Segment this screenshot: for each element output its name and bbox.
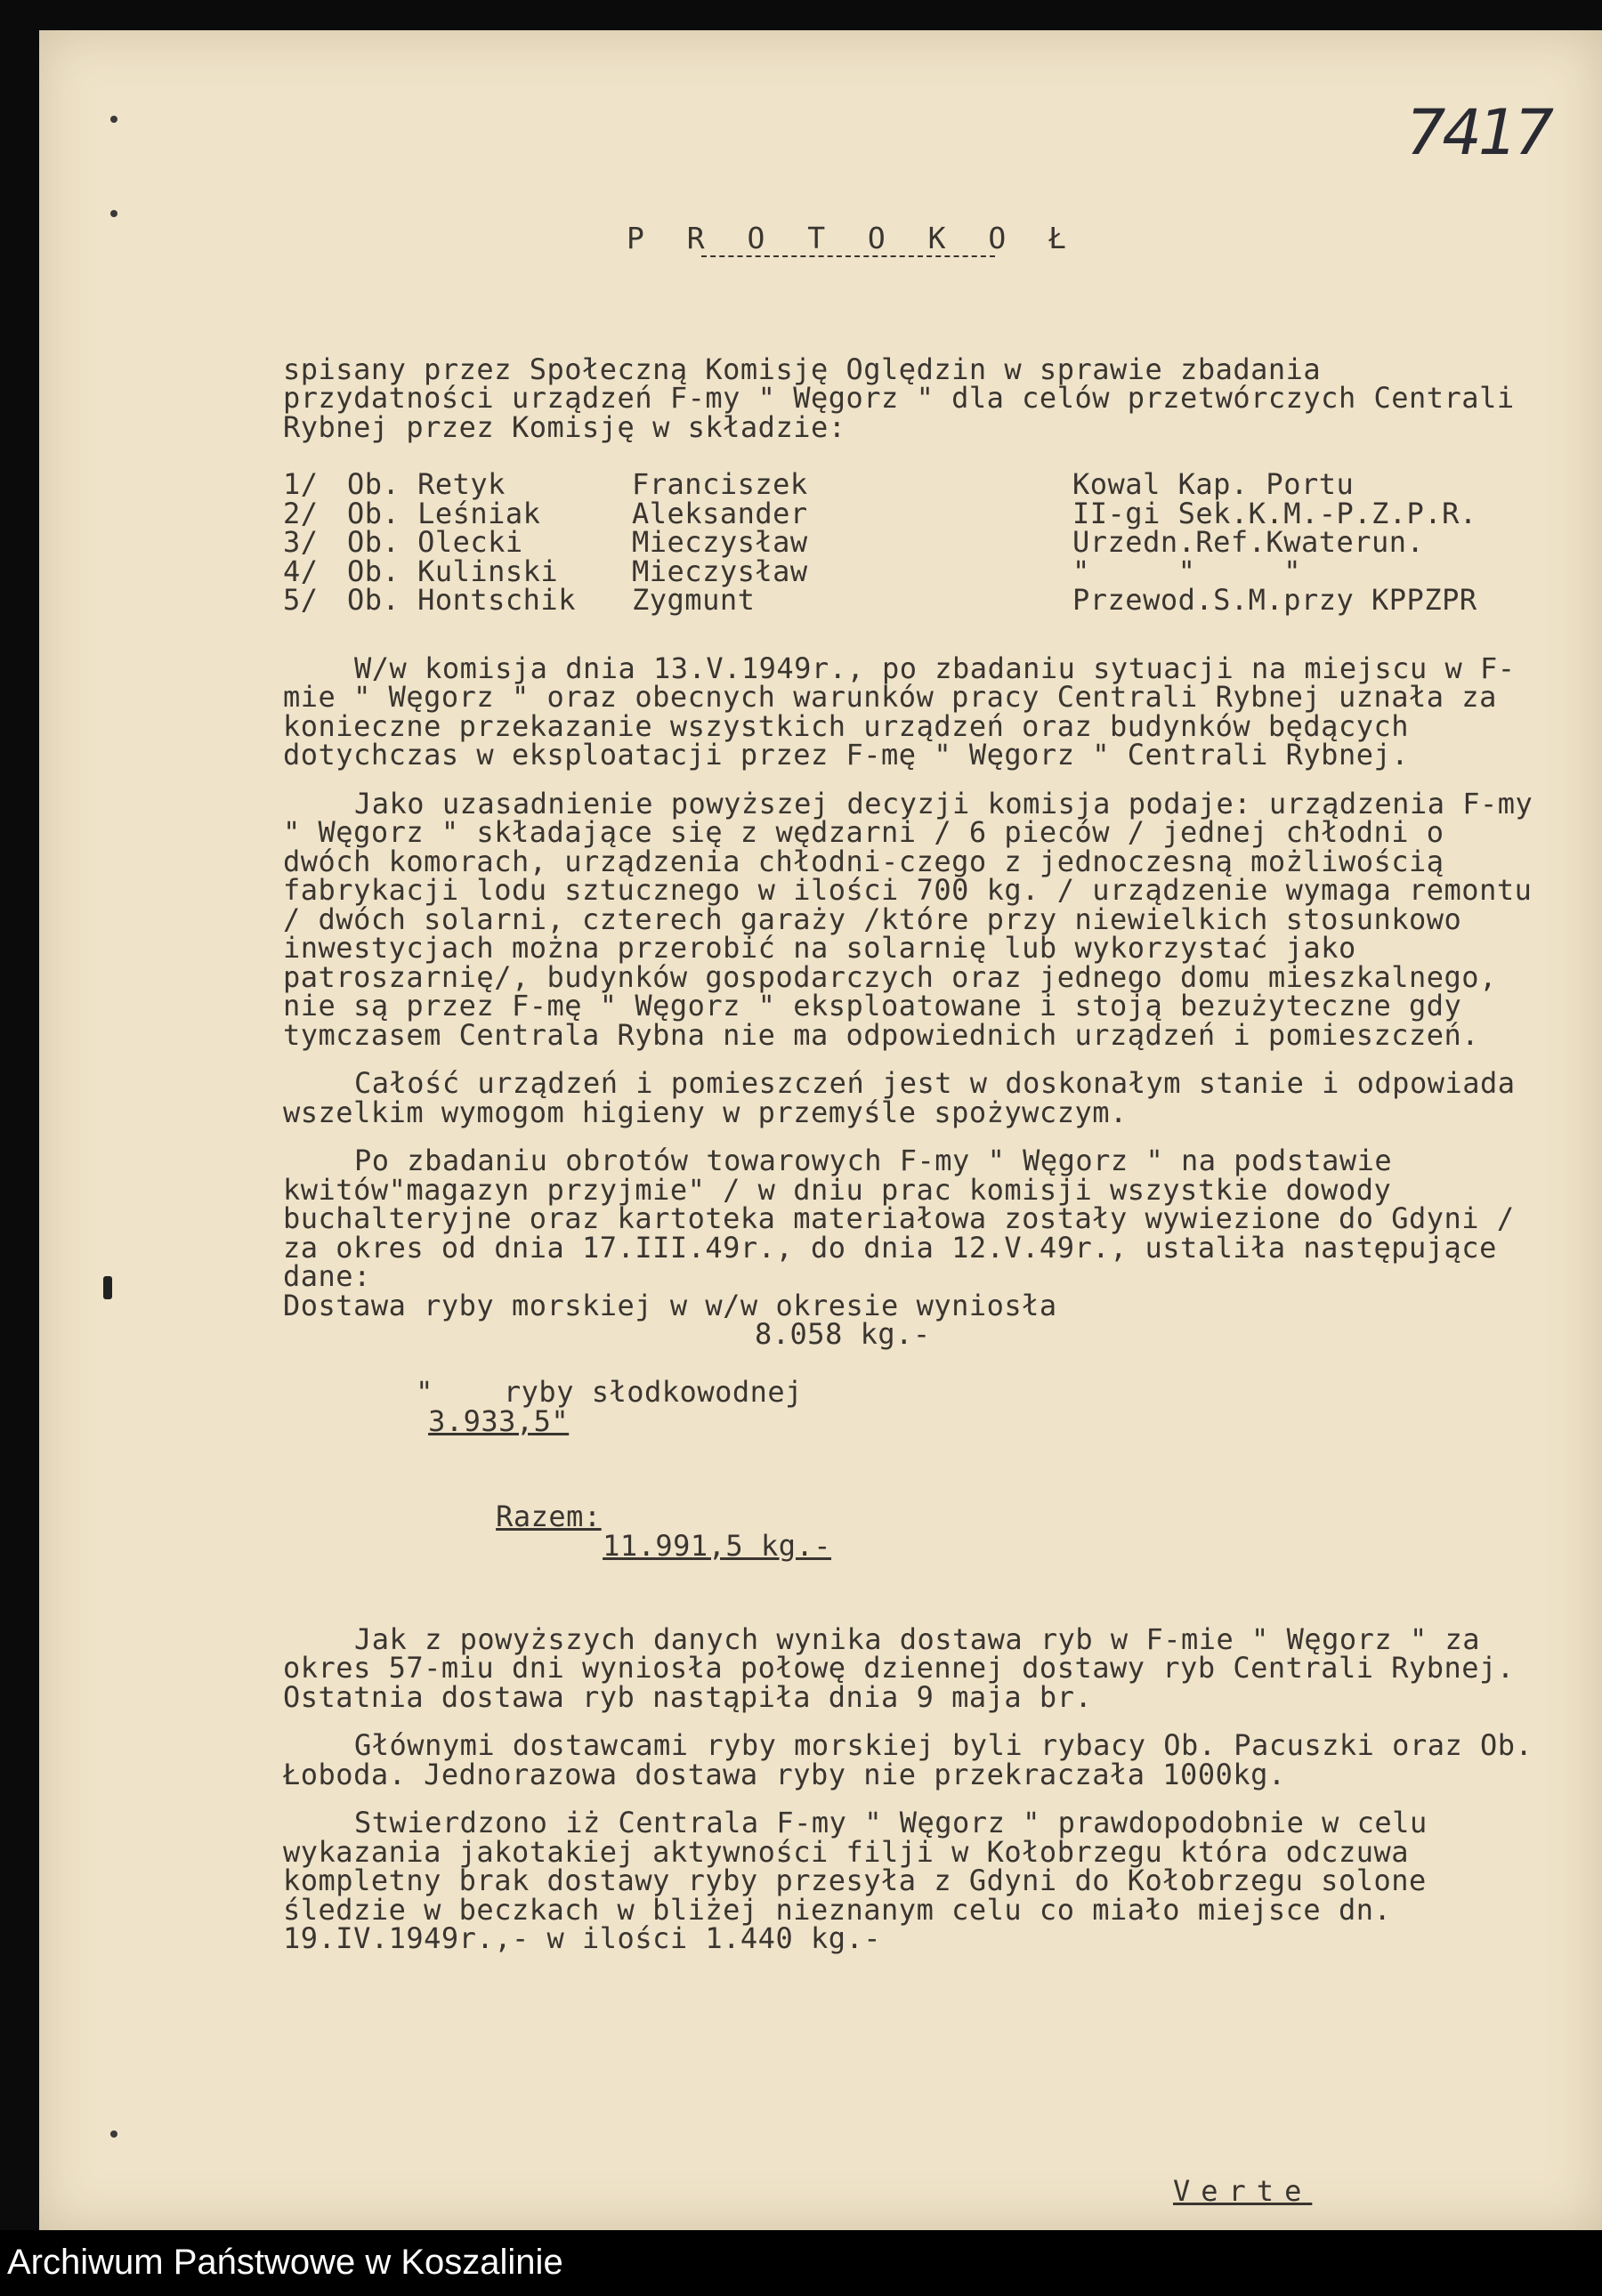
member-first-name: Aleksander: [632, 496, 808, 530]
member-name: Ob. Retyk: [347, 467, 506, 501]
paragraph-condition: Całość urządzeń i pomieszczeń jest w doskonałym stanie i odpowiada wszelkim wymogom higieny w przemyśle spożywczym.: [283, 1066, 1533, 1129]
member-name: Ob. Kulinski: [347, 554, 559, 588]
intro-paragraph: spisany przez Społeczną Komisję Oględzin w sprawie zbadania przydatności urządzeń F-my " Węgorz " dla celów przetwórczych Centrali Rybnej przez Komisję w składzie:: [283, 352, 1533, 444]
member-number: 3/: [283, 525, 319, 559]
fresh-fish-label: " ryby słodkowodnej: [416, 1375, 803, 1409]
document-title: P R O T O K O Ł: [626, 221, 1079, 255]
verte-note: Verte: [1173, 2174, 1313, 2208]
title-underline: [701, 255, 995, 257]
member-first-name: Mieczysław: [632, 554, 808, 588]
archive-name: Archiwum Państwowe w Koszalinie: [7, 2243, 563, 2282]
archive-footer: [0, 2230, 1602, 2296]
member-first-name: Franciszek: [632, 467, 808, 501]
punch-mark: [103, 1276, 112, 1299]
table-row: [283, 528, 1477, 557]
punch-mark: [110, 116, 117, 123]
member-name: Ob. Hontschik: [347, 583, 576, 617]
delivery-line: Dostawa ryby morskiej w w/w okresie wyniosła: [283, 1288, 1057, 1322]
paragraph-turnover: Po zbadaniu obrotów towarowych F-my " Węgorz " na podstawie kwitów"magazyn przyjmie" / w dniu prac komisji wszystkie dowody buchalteryjne oraz kartoteka materiałowa zostały wywiezione do Gdyni / za okres od dnia 17.III.49r., do dnia 12.V.49r., ustaliła następujące dane:: [283, 1144, 1533, 1293]
paragraph-decision: W/w komisja dnia 13.V.1949r., po zbadaniu sytuacji na miejscu w F-mie " Węgorz " oraz obecnych warunków pracy Centrali Rybnej uznała za konieczne przekazanie wszystkich urządzeń oraz budynków będących dotychczas w eksploatacji przez F-mę " Węgorz " Centrali Rybnej.: [283, 651, 1516, 772]
paragraph-justification: Jako uzasadnienie powyższej decyzji komisja podaje: urządzenia F-my " Węgorz " składające się z wędzarni / 6 pieców / jednej chłodni o dwóch komorach, urządzenia chłodni-czego z jednoczesną możliwością fabrykacji lodu sztucznego w ilości 700 kg. / urządzenie wymaga remontu / dwóch solarni, czterech garaży /które przy niewielkich stosunkowo inwestycjach można przerobić na solarnię lub wykorzystać jako patroszarnię/, budynków gospodarczych oraz jednego domu mieszkalnego, nie są przez F-mę " Węgorz " eksploatowane i stoją bezużyteczne gdy tymczasem Centrala Rybna nie ma odpowiednich urządzeń i pomieszczeń.: [283, 786, 1551, 1052]
table-row: [283, 557, 1477, 586]
table-row: [283, 499, 1477, 529]
member-role: " " ": [1072, 554, 1301, 588]
member-number: 4/: [283, 554, 319, 588]
paragraph-herring: Stwierdzono iż Centrala F-my " Węgorz " prawdopodobnie w celu wykazania jakotakiej aktywności filji w Kołobrzegu która odczuwa kompletny brak dostawy ryby przesyła z Gdyni do Kołobrzegu solone śledzie w beczkach w bliżej nieznanym celu co miało miejsce dn. 19.IV.1949r.,- w ilości 1.440 kg.-: [283, 1806, 1445, 1955]
member-name: Ob. Leśniak: [347, 496, 541, 530]
fresh-fish-amount: 3.933,5": [428, 1403, 570, 1438]
member-first-name: Zygmunt: [632, 583, 756, 617]
total-row: [283, 1474, 1547, 1589]
member-first-name: Mieczysław: [632, 525, 808, 559]
page-number: 7417: [1405, 96, 1550, 169]
member-role: Przewod.S.M.przy KPPZPR: [1072, 583, 1477, 617]
fresh-fish-row: [283, 1349, 1547, 1465]
sea-fish-amount: 8.058 kg.-: [755, 1317, 931, 1351]
total-value: 11.991,5 kg.-: [603, 1528, 832, 1563]
commission-members-table: [283, 467, 1477, 617]
member-role: Kowal Kap. Portu: [1072, 467, 1355, 501]
member-name: Ob. Olecki: [347, 525, 523, 559]
member-number: 2/: [283, 496, 319, 530]
punch-mark: [110, 2130, 117, 2138]
punch-mark: [110, 210, 117, 217]
total-label: Razem:: [496, 1500, 602, 1533]
table-row: [283, 586, 1477, 615]
member-number: 1/: [283, 467, 319, 501]
document-body: [283, 221, 1551, 1973]
table-row: [283, 470, 1477, 499]
member-number: 5/: [283, 583, 319, 617]
paragraph-suppliers: Głównymi dostawcami ryby morskiej byli rybacy Ob. Pacuszki oraz Ob. Łoboda. Jednorazowa dostawa ryby nie przekraczała 1000kg.: [283, 1728, 1551, 1791]
paragraph-summary: Jak z powyższych danych wynika dostawa ryb w F-mie " Węgorz " za okres 57-miu dni wyniosła połowę dziennej dostawy ryb Centrali Rybnej. Ostatnia dostawa ryb nastąpiła dnia 9 maja br.: [283, 1621, 1533, 1714]
member-role: II-gi Sek.K.M.-P.Z.P.R.: [1072, 496, 1477, 530]
member-role: Urzedn.Ref.Kwaterun.: [1072, 525, 1425, 559]
